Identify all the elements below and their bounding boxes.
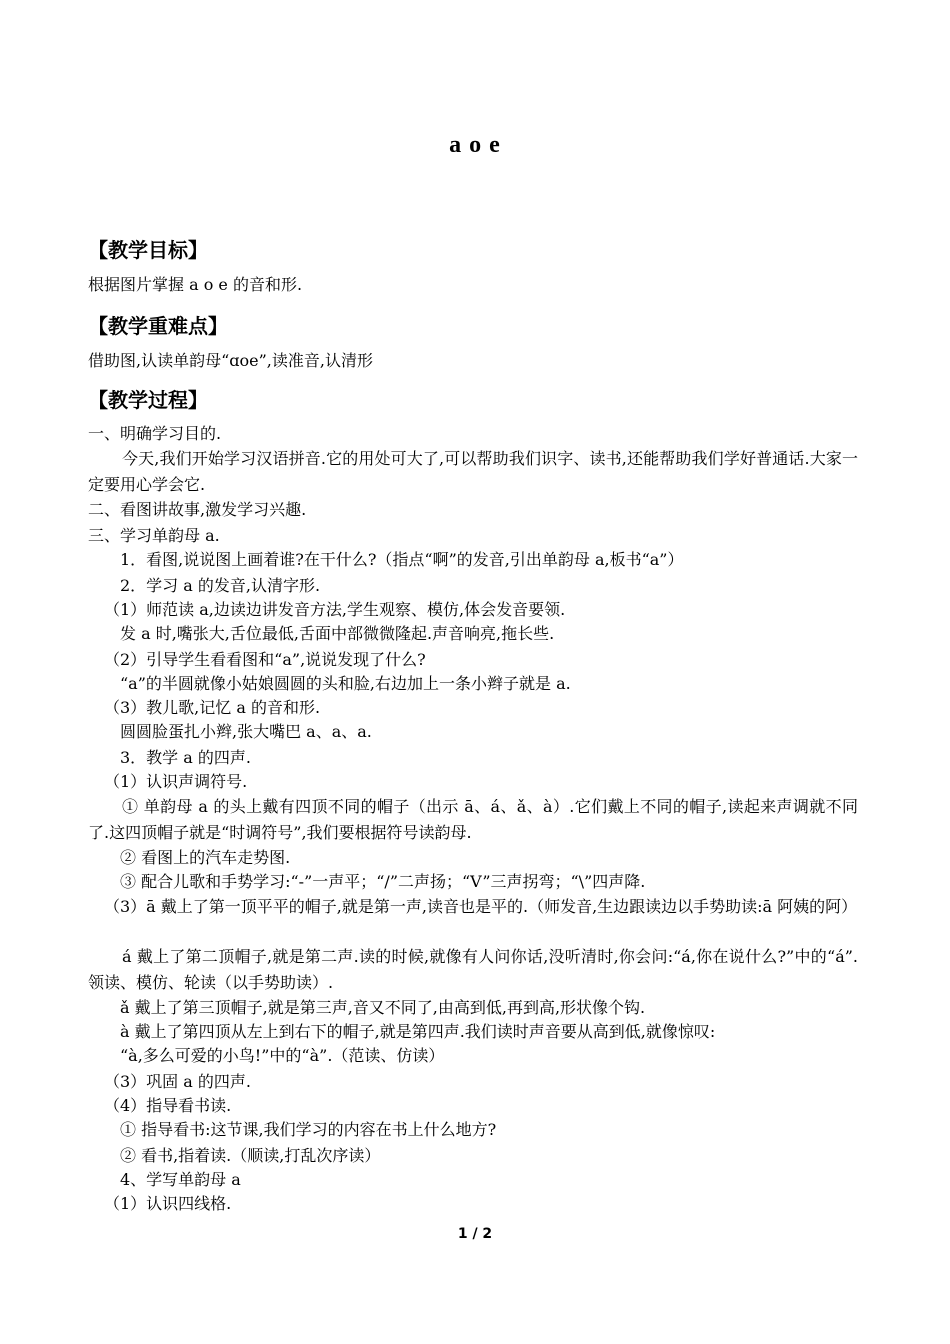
document-title: a o e [449,132,501,158]
process-line: （3）巩固 a 的四声. [104,1072,251,1091]
process-line: à 戴上了第四顶从左上到右下的帽子,就是第四声.我们读时声音要从高到低,就像惊叹: [120,1022,716,1041]
process-line: 1．看图,说说图上画着谁?在干什么?（指点“啊”的发音,引出单韵母 a,板书“a”） [120,550,684,569]
process-line: ① 指导看书:这节课,我们学习的内容在书上什么地方? [120,1120,497,1139]
key-points-text: 借助图,认读单韵母“ɑoe”,读准音,认清形 [88,351,373,370]
process-line: （2）引导学生看看图和“a”,说说发现了什么? [104,650,426,669]
process-line: 二、看图讲故事,激发学习兴趣. [88,500,307,519]
process-line: ③ 配合儿歌和手势学习:“-”一声平；“/”二声扬；“V”三声拐弯；“\”四声降. [120,872,646,891]
process-line: 4、学写单韵母 a [120,1170,241,1189]
process-line: 3．教学 a 的四声. [120,748,251,767]
process-line: 2．学习 a 的发音,认清字形. [120,576,321,595]
process-line: ② 看图上的汽车走势图. [120,848,291,867]
process-line: “a”的半圆就像小姑娘圆圆的头和脸,右边加上一条小辫子就是 a. [120,674,571,693]
process-line: “à,多么可爱的小鸟!”中的“à”.（范读、仿读） [120,1046,445,1065]
heading-teaching-goal: 【教学目标】 [88,238,208,262]
process-line: （1）认识四线格. [104,1194,232,1213]
process-line: 一、明确学习目的. [88,424,222,443]
process-line: 发 a 时,嘴张大,舌位最低,舌面中部微微隆起.声音响亮,拖长些. [120,624,555,643]
process-paragraph: ① 单韵母 a 的头上戴有四顶不同的帽子（出示 ā、á、ǎ、à）.它们戴上不同的帽子,读起来声调就不同了.这四顶帽子就是“时调符号”,我们要根据符号读韵母. [88,797,858,842]
process-line: 圆圆脸蛋扎小辫,张大嘴巴 a、a、a. [120,722,372,741]
process-line: 三、学习单韵母 a. [88,526,220,545]
process-line: （3）教儿歌,记忆 a 的音和形. [104,698,321,717]
process-paragraph: á 戴上了第二顶帽子,就是第二声.读的时候,就像有人问你话,没听清时,你会问:“á,你在说什么?”中的“á”.领读、模仿、轮读（以手势助读）. [88,947,858,992]
process-paragraph: 今天,我们开始学习汉语拼音.它的用处可大了,可以帮助我们识字、读书,还能帮助我们学好普通话.大家一定要用心学会它. [88,449,858,494]
process-line: （1）认识声调符号. [104,772,248,791]
heading-teaching-process: 【教学过程】 [88,388,208,412]
process-line: （4）指导看书读. [104,1096,232,1115]
process-line: ǎ 戴上了第三顶帽子,就是第三声,音又不同了,由高到低,再到高,形状像个钩. [120,998,646,1017]
process-line: ② 看书,指着读.（顺读,打乱次序读） [120,1146,381,1165]
process-paragraph: （3）ā 戴上了第一顶平平的帽子,就是第一声,读音也是平的.（师发音,生边跟读边以手势助读:ā 阿姨的阿） [104,897,858,916]
teaching-goal-text: 根据图片掌握 a o e 的音和形. [88,275,303,294]
page-number: 1 / 2 [457,1226,493,1242]
heading-key-points: 【教学重难点】 [88,314,228,338]
process-line: （1）师范读 a,边读边讲发音方法,学生观察、模仿,体会发音要领. [104,600,566,619]
